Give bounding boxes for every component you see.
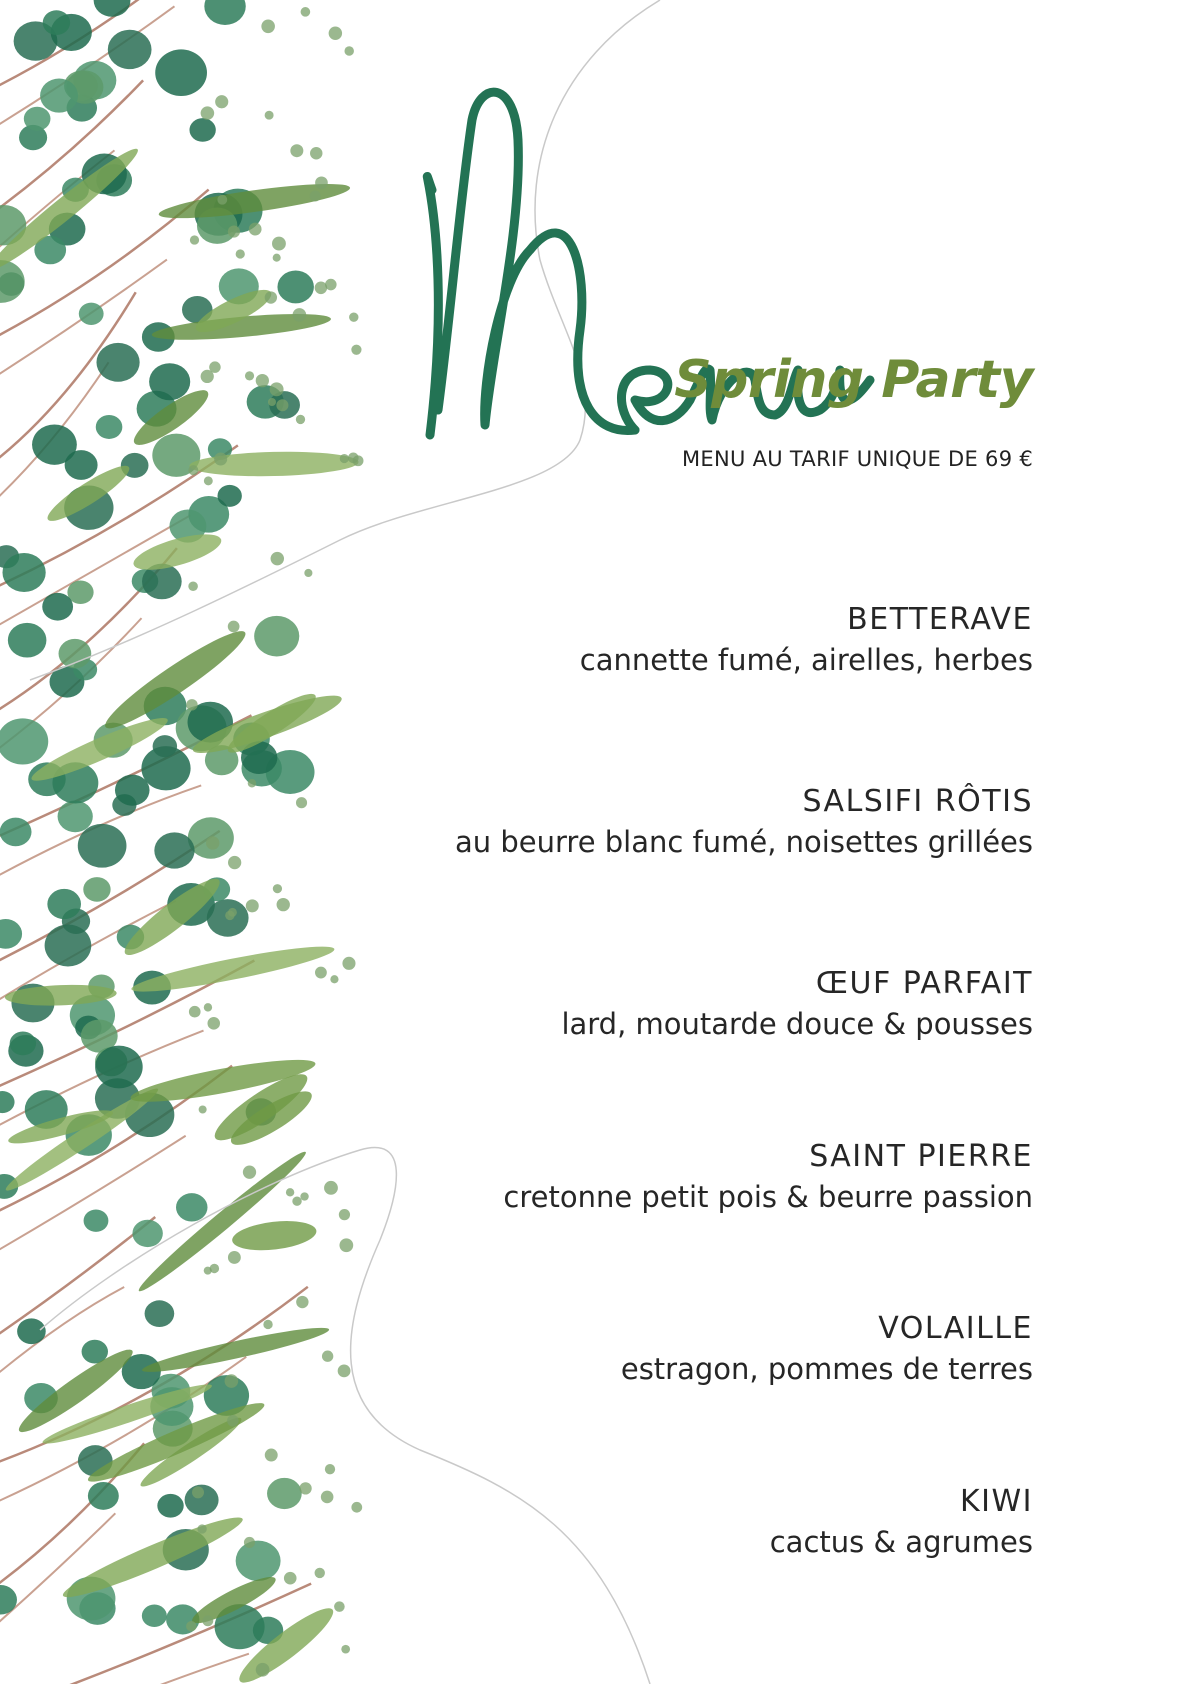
- course-name: SAINT PIERRE: [809, 1139, 1033, 1174]
- course-item: [503, 1137, 1033, 1217]
- course-item: [455, 782, 1033, 862]
- course-item: [770, 1482, 1033, 1562]
- course-description: cactus & agrumes: [769, 1525, 1033, 1559]
- price-line: MENU AU TARIF UNIQUE DE 69 €: [681, 447, 1033, 471]
- course-name: KIWI: [959, 1484, 1033, 1519]
- course-description: cannette fumé, airelles, herbes: [579, 643, 1033, 677]
- subtitle: Spring Party: [674, 350, 1033, 410]
- course-item: [561, 964, 1033, 1044]
- course-description: au beurre blanc fumé, noisettes grillées: [455, 825, 1033, 859]
- course-name: VOLAILLE: [878, 1311, 1033, 1346]
- course-name: ŒUF PARFAIT: [815, 966, 1033, 1001]
- course-name: SALSIFI RÔTIS: [802, 784, 1033, 819]
- course-item: [580, 600, 1033, 680]
- course-name: BETTERAVE: [847, 602, 1033, 637]
- course-item: [621, 1309, 1033, 1389]
- course-description: lard, moutarde douce & pousses: [561, 1007, 1033, 1041]
- course-description: estragon, pommes de terres: [620, 1352, 1033, 1386]
- course-description: cretonne petit pois & beurre passion: [503, 1180, 1033, 1214]
